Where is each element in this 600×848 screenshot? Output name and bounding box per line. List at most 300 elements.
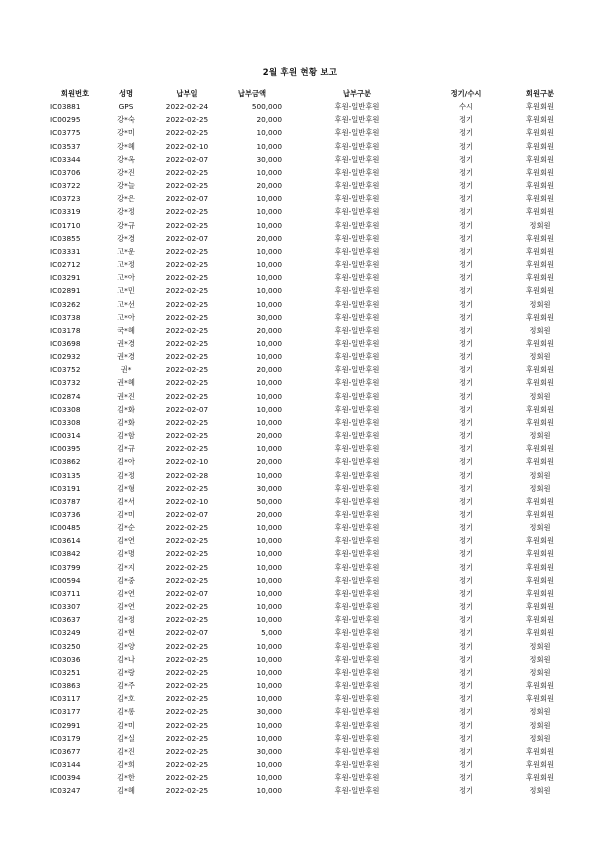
cell-payment-date: 2022-02-25 <box>165 312 209 322</box>
cell-member-type: 후원회원 <box>525 273 555 283</box>
table-row <box>50 679 580 692</box>
cell-name: 강*옥 <box>117 154 135 164</box>
cell-name: 강*정 <box>117 207 135 217</box>
cell-payment-date: 2022-02-07 <box>165 233 209 243</box>
cell-regular-occasional: 정기 <box>458 260 474 270</box>
cell-member-id: IC03251 <box>50 667 81 677</box>
cell-regular-occasional: 정기 <box>458 207 474 217</box>
cell-payment-type: 후원-일반후원 <box>334 404 380 414</box>
cell-payment-amount: 10,000 <box>256 338 282 348</box>
cell-regular-occasional: 정기 <box>458 457 474 467</box>
cell-name: 김*나 <box>117 654 135 664</box>
cell-payment-date: 2022-02-25 <box>165 483 209 493</box>
cell-payment-amount: 10,000 <box>256 391 282 401</box>
cell-member-type: 후원회원 <box>525 602 555 612</box>
cell-payment-type: 후원-일반후원 <box>334 602 380 612</box>
table-row <box>50 324 580 337</box>
cell-payment-amount: 20,000 <box>256 431 282 441</box>
cell-member-id: IC03191 <box>50 483 81 493</box>
cell-name: 김*지 <box>117 562 135 572</box>
table-row <box>50 205 580 218</box>
cell-member-type: 후원회원 <box>525 338 555 348</box>
cell-payment-date: 2022-02-25 <box>165 365 209 375</box>
table-row <box>50 758 580 771</box>
cell-payment-date: 2022-02-10 <box>165 496 209 506</box>
cell-payment-type: 후원-일반후원 <box>334 759 380 769</box>
cell-payment-date: 2022-02-07 <box>165 194 209 204</box>
cell-member-id: IC03177 <box>50 707 81 717</box>
cell-name: 고*아 <box>117 312 135 322</box>
table-row <box>50 692 580 705</box>
header-payment-amount: 납부금액 <box>237 89 267 98</box>
cell-member-type: 정회원 <box>529 220 551 230</box>
cell-regular-occasional: 정기 <box>458 325 474 335</box>
cell-payment-date: 2022-02-07 <box>165 154 209 164</box>
cell-member-id: IC03637 <box>50 615 81 625</box>
cell-member-id: IC03752 <box>50 365 81 375</box>
table-row <box>50 521 580 534</box>
cell-member-id: IC02874 <box>50 391 81 401</box>
table-row <box>50 666 580 679</box>
cell-payment-date: 2022-02-25 <box>165 286 209 296</box>
cell-name: 김*호 <box>117 694 135 704</box>
cell-member-type: 정회원 <box>529 299 551 309</box>
cell-name: 김*연 <box>117 536 135 546</box>
cell-member-type: 후원회원 <box>525 154 555 164</box>
cell-member-id: IC03319 <box>50 207 81 217</box>
cell-regular-occasional: 정기 <box>458 536 474 546</box>
cell-member-type: 후원회원 <box>525 207 555 217</box>
cell-member-type: 후원회원 <box>525 102 555 112</box>
cell-payment-date: 2022-02-28 <box>165 470 209 480</box>
table-row <box>50 455 580 468</box>
cell-name: 권*경 <box>117 338 135 348</box>
header-name: 성명 <box>118 89 134 98</box>
cell-payment-date: 2022-02-25 <box>165 733 209 743</box>
cell-name: 김*정 <box>117 470 135 480</box>
cell-payment-amount: 10,000 <box>256 759 282 769</box>
cell-name: 고*운 <box>117 246 135 256</box>
cell-name: 김*현 <box>117 628 135 638</box>
table-row <box>50 245 580 258</box>
cell-regular-occasional: 정기 <box>458 523 474 533</box>
cell-member-id: IC03706 <box>50 167 81 177</box>
cell-member-type: 정회원 <box>529 431 551 441</box>
cell-payment-amount: 10,000 <box>256 378 282 388</box>
cell-member-type: 정회원 <box>529 654 551 664</box>
cell-regular-occasional: 정기 <box>458 588 474 598</box>
table-row <box>50 640 580 653</box>
header-regular-occasional: 정기/수시 <box>450 89 482 98</box>
cell-regular-occasional: 정기 <box>458 365 474 375</box>
cell-regular-occasional: 정기 <box>458 246 474 256</box>
cell-regular-occasional: 정기 <box>458 286 474 296</box>
cell-member-id: IC03262 <box>50 299 81 309</box>
cell-payment-date: 2022-02-25 <box>165 562 209 572</box>
cell-regular-occasional: 정기 <box>458 549 474 559</box>
table-row <box>50 192 580 205</box>
table-row <box>50 219 580 232</box>
cell-member-type: 정회원 <box>529 470 551 480</box>
cell-member-id: IC03722 <box>50 181 81 191</box>
cell-payment-type: 후원-일반후원 <box>334 483 380 493</box>
table-row <box>50 416 580 429</box>
table-row <box>50 153 580 166</box>
cell-member-id: IC03308 <box>50 404 81 414</box>
cell-payment-date: 2022-02-25 <box>165 181 209 191</box>
header-member-type: 회원구분 <box>525 89 555 98</box>
cell-payment-type: 후원-일반후원 <box>334 312 380 322</box>
cell-regular-occasional: 정기 <box>458 496 474 506</box>
cell-member-type: 후원회원 <box>525 759 555 769</box>
cell-member-type: 정회원 <box>529 641 551 651</box>
cell-member-id: IC03291 <box>50 273 81 283</box>
cell-name: 김*희 <box>117 759 135 769</box>
cell-regular-occasional: 정기 <box>458 141 474 151</box>
cell-name: 강*경 <box>117 233 135 243</box>
cell-name: 권*혜 <box>117 378 135 388</box>
cell-member-id: IC03036 <box>50 654 81 664</box>
cell-member-type: 정회원 <box>529 483 551 493</box>
cell-payment-amount: 10,000 <box>256 260 282 270</box>
cell-name: 김*순 <box>117 523 135 533</box>
cell-member-id: IC02891 <box>50 286 81 296</box>
cell-payment-date: 2022-02-25 <box>165 549 209 559</box>
cell-regular-occasional: 정기 <box>458 759 474 769</box>
cell-name: 김*형 <box>117 483 135 493</box>
cell-member-id: IC03881 <box>50 102 81 112</box>
cell-payment-amount: 10,000 <box>256 128 282 138</box>
table-header-row <box>50 87 580 100</box>
cell-name: 권*경 <box>117 352 135 362</box>
cell-payment-amount: 10,000 <box>256 444 282 454</box>
cell-payment-date: 2022-02-25 <box>165 746 209 756</box>
cell-member-type: 후원회원 <box>525 588 555 598</box>
cell-name: 고*선 <box>117 299 135 309</box>
cell-payment-date: 2022-02-25 <box>165 681 209 691</box>
cell-payment-type: 후원-일반후원 <box>334 707 380 717</box>
cell-payment-date: 2022-02-25 <box>165 273 209 283</box>
cell-payment-amount: 20,000 <box>256 325 282 335</box>
table-row <box>50 429 580 442</box>
cell-payment-type: 후원-일반후원 <box>334 207 380 217</box>
cell-regular-occasional: 정기 <box>458 431 474 441</box>
cell-member-type: 후원회원 <box>525 115 555 125</box>
cell-payment-amount: 10,000 <box>256 733 282 743</box>
cell-payment-amount: 10,000 <box>256 299 282 309</box>
cell-member-id: IC03537 <box>50 141 81 151</box>
cell-name: 김*실 <box>117 733 135 743</box>
cell-name: 김*양 <box>117 641 135 651</box>
cell-member-type: 후원회원 <box>525 194 555 204</box>
cell-name: 김*롱 <box>117 707 135 717</box>
cell-regular-occasional: 정기 <box>458 746 474 756</box>
table-row <box>50 495 580 508</box>
cell-payment-type: 후원-일반후원 <box>334 102 380 112</box>
cell-payment-date: 2022-02-25 <box>165 759 209 769</box>
cell-payment-date: 2022-02-25 <box>165 338 209 348</box>
cell-regular-occasional: 정기 <box>458 720 474 730</box>
cell-member-id: IC03863 <box>50 681 81 691</box>
cell-payment-date: 2022-02-25 <box>165 246 209 256</box>
cell-payment-amount: 10,000 <box>256 523 282 533</box>
cell-payment-amount: 30,000 <box>256 483 282 493</box>
cell-member-type: 정회원 <box>529 523 551 533</box>
cell-member-type: 후원회원 <box>525 562 555 572</box>
cell-payment-type: 후원-일반후원 <box>334 641 380 651</box>
cell-payment-date: 2022-02-25 <box>165 378 209 388</box>
cell-payment-type: 후원-일반후원 <box>334 391 380 401</box>
cell-payment-type: 후원-일반후원 <box>334 510 380 519</box>
cell-payment-date: 2022-02-25 <box>165 694 209 704</box>
table-row <box>50 574 580 587</box>
cell-payment-amount: 30,000 <box>256 746 282 756</box>
table-row <box>50 284 580 297</box>
cell-payment-date: 2022-02-25 <box>165 615 209 625</box>
cell-payment-type: 후원-일반후원 <box>334 667 380 677</box>
table-row <box>50 784 580 797</box>
cell-member-id: IC01710 <box>50 220 81 230</box>
cell-payment-type: 후원-일반후원 <box>334 154 380 164</box>
cell-member-id: IC00395 <box>50 444 81 454</box>
cell-payment-type: 후원-일반후원 <box>334 588 380 598</box>
cell-member-id: IC03344 <box>50 154 81 164</box>
cell-payment-amount: 50,000 <box>256 496 282 506</box>
table-row <box>50 126 580 139</box>
table-row <box>50 258 580 271</box>
table-row <box>50 587 580 600</box>
cell-payment-amount: 10,000 <box>256 207 282 217</box>
cell-payment-amount: 10,000 <box>256 470 282 480</box>
cell-member-id: IC00594 <box>50 575 81 585</box>
table-row <box>50 561 580 574</box>
cell-name: 강*은 <box>117 194 135 204</box>
cell-payment-type: 후원-일반후원 <box>334 694 380 704</box>
cell-name: 강*규 <box>117 220 135 230</box>
cell-payment-type: 후원-일반후원 <box>334 628 380 638</box>
cell-payment-type: 후원-일반후원 <box>334 615 380 625</box>
cell-payment-date: 2022-02-07 <box>165 588 209 598</box>
cell-payment-type: 후원-일반후원 <box>334 431 380 441</box>
cell-member-type: 후원회원 <box>525 128 555 138</box>
cell-member-type: 정회원 <box>529 352 551 362</box>
cell-member-type: 후원회원 <box>525 260 555 270</box>
cell-member-id: IC03144 <box>50 759 81 769</box>
table-row <box>50 745 580 758</box>
cell-regular-occasional: 정기 <box>458 233 474 243</box>
cell-payment-amount: 10,000 <box>256 602 282 612</box>
cell-name: 김*미 <box>117 720 135 730</box>
cell-payment-type: 후원-일반후원 <box>334 733 380 743</box>
table-row <box>50 547 580 560</box>
cell-payment-type: 후원-일반후원 <box>334 746 380 756</box>
table-row <box>50 534 580 547</box>
cell-member-id: IC03250 <box>50 641 81 651</box>
cell-payment-date: 2022-02-25 <box>165 720 209 730</box>
cell-name: 김*명 <box>117 549 135 559</box>
cell-payment-date: 2022-02-25 <box>165 391 209 401</box>
cell-payment-amount: 30,000 <box>256 707 282 717</box>
cell-name: 고*정 <box>117 260 135 270</box>
cell-member-id: IC03249 <box>50 628 81 638</box>
header-payment-type: 납부구분 <box>342 89 372 98</box>
cell-payment-type: 후원-일반후원 <box>334 220 380 230</box>
cell-payment-date: 2022-02-25 <box>165 575 209 585</box>
cell-member-id: IC03723 <box>50 194 81 204</box>
cell-payment-type: 후원-일반후원 <box>334 115 380 125</box>
header-payment-date: 납부일 <box>176 89 198 98</box>
cell-payment-type: 후원-일반후원 <box>334 496 380 506</box>
cell-payment-type: 후원-일반후원 <box>334 786 380 796</box>
cell-name: 고*아 <box>117 273 135 283</box>
donation-table <box>50 87 580 797</box>
cell-payment-type: 후원-일반후원 <box>334 681 380 691</box>
cell-payment-type: 후원-일반후원 <box>334 773 380 783</box>
cell-member-type: 후원회원 <box>525 365 555 375</box>
table-row <box>50 350 580 363</box>
cell-payment-type: 후원-일반후원 <box>334 654 380 664</box>
cell-regular-occasional: 정기 <box>458 733 474 743</box>
cell-member-id: IC03787 <box>50 496 81 506</box>
table-row <box>50 626 580 639</box>
cell-regular-occasional: 정기 <box>458 115 474 125</box>
cell-member-type: 후원회원 <box>525 417 555 427</box>
cell-member-id: IC03178 <box>50 325 81 335</box>
cell-regular-occasional: 정기 <box>458 194 474 204</box>
table-row <box>50 771 580 784</box>
header-member-id: 회원번호 <box>60 89 90 98</box>
cell-payment-type: 후원-일반후원 <box>334 457 380 467</box>
cell-name: 김*미 <box>117 510 135 519</box>
cell-member-type: 후원회원 <box>525 681 555 691</box>
cell-payment-date: 2022-02-10 <box>165 457 209 467</box>
cell-payment-amount: 10,000 <box>256 404 282 414</box>
cell-payment-amount: 20,000 <box>256 510 282 519</box>
cell-payment-type: 후원-일반후원 <box>334 260 380 270</box>
cell-name: 김*화 <box>117 417 135 427</box>
cell-payment-amount: 10,000 <box>256 575 282 585</box>
cell-payment-amount: 30,000 <box>256 312 282 322</box>
cell-payment-amount: 10,000 <box>256 246 282 256</box>
cell-regular-occasional: 정기 <box>458 220 474 230</box>
cell-member-type: 후원회원 <box>525 773 555 783</box>
cell-member-type: 정회원 <box>529 667 551 677</box>
cell-member-id: IC03308 <box>50 417 81 427</box>
cell-regular-occasional: 정기 <box>458 681 474 691</box>
cell-name: 김*진 <box>117 746 135 756</box>
cell-payment-date: 2022-02-25 <box>165 325 209 335</box>
cell-member-id: IC03698 <box>50 338 81 348</box>
cell-payment-type: 후원-일반후원 <box>334 141 380 151</box>
cell-payment-date: 2022-02-25 <box>165 115 209 125</box>
cell-member-type: 정회원 <box>529 720 551 730</box>
cell-member-type: 후원회원 <box>525 510 555 519</box>
cell-name: 권* <box>120 365 132 375</box>
cell-member-type: 후원회원 <box>525 167 555 177</box>
cell-payment-amount: 10,000 <box>256 720 282 730</box>
table-row <box>50 337 580 350</box>
cell-payment-date: 2022-02-25 <box>165 667 209 677</box>
cell-payment-type: 후원-일반후원 <box>334 194 380 204</box>
cell-member-id: IC02991 <box>50 720 81 730</box>
cell-name: 김*연 <box>117 588 135 598</box>
cell-member-id: IC03135 <box>50 470 81 480</box>
cell-member-id: IC03117 <box>50 694 81 704</box>
cell-member-type: 정회원 <box>529 325 551 335</box>
cell-member-id: IC03775 <box>50 128 81 138</box>
cell-payment-type: 후원-일반후원 <box>334 246 380 256</box>
cell-payment-amount: 10,000 <box>256 220 282 230</box>
cell-member-id: IC00394 <box>50 773 81 783</box>
cell-payment-amount: 20,000 <box>256 365 282 375</box>
cell-payment-amount: 10,000 <box>256 641 282 651</box>
cell-payment-type: 후원-일반후원 <box>334 562 380 572</box>
cell-member-type: 정회원 <box>529 391 551 401</box>
cell-payment-date: 2022-02-25 <box>165 444 209 454</box>
cell-payment-amount: 10,000 <box>256 694 282 704</box>
cell-member-type: 후원회원 <box>525 628 555 638</box>
table-row <box>50 508 580 521</box>
cell-regular-occasional: 정기 <box>458 615 474 625</box>
cell-member-id: IC03247 <box>50 786 81 796</box>
cell-regular-occasional: 정기 <box>458 707 474 717</box>
cell-payment-amount: 20,000 <box>256 457 282 467</box>
cell-member-type: 후원회원 <box>525 746 555 756</box>
cell-payment-date: 2022-02-25 <box>165 167 209 177</box>
cell-payment-date: 2022-02-25 <box>165 220 209 230</box>
cell-member-id: IC02932 <box>50 352 81 362</box>
cell-regular-occasional: 정기 <box>458 417 474 427</box>
cell-payment-type: 후원-일반후원 <box>334 338 380 348</box>
cell-regular-occasional: 정기 <box>458 667 474 677</box>
cell-regular-occasional: 정기 <box>458 391 474 401</box>
cell-name: 강*늘 <box>117 181 135 191</box>
table-row <box>50 705 580 718</box>
cell-name: 김*정 <box>117 615 135 625</box>
table-row <box>50 390 580 403</box>
cell-name: 강*미 <box>117 128 135 138</box>
table-row <box>50 100 580 113</box>
cell-payment-type: 후원-일반후원 <box>334 417 380 427</box>
table-row <box>50 719 580 732</box>
cell-name: 김*중 <box>117 575 135 585</box>
cell-payment-date: 2022-02-25 <box>165 654 209 664</box>
cell-regular-occasional: 정기 <box>458 641 474 651</box>
cell-member-type: 후원회원 <box>525 496 555 506</box>
cell-payment-amount: 10,000 <box>256 417 282 427</box>
cell-regular-occasional: 정기 <box>458 628 474 638</box>
cell-member-type: 정회원 <box>529 733 551 743</box>
cell-payment-date: 2022-02-07 <box>165 628 209 638</box>
cell-regular-occasional: 정기 <box>458 510 474 519</box>
cell-payment-type: 후원-일반후원 <box>334 325 380 335</box>
cell-member-type: 후원회원 <box>525 615 555 625</box>
cell-payment-type: 후원-일반후원 <box>334 470 380 480</box>
table-row <box>50 732 580 745</box>
table-row <box>50 298 580 311</box>
table-body <box>50 100 580 797</box>
cell-name: 고*민 <box>117 286 135 296</box>
table-row <box>50 363 580 376</box>
cell-payment-date: 2022-02-07 <box>165 404 209 414</box>
table-row <box>50 482 580 495</box>
cell-regular-occasional: 정기 <box>458 773 474 783</box>
cell-name: 김*연 <box>117 602 135 612</box>
cell-member-id: IC03677 <box>50 746 81 756</box>
table-row <box>50 140 580 153</box>
cell-regular-occasional: 정기 <box>458 444 474 454</box>
cell-payment-date: 2022-02-25 <box>165 352 209 362</box>
